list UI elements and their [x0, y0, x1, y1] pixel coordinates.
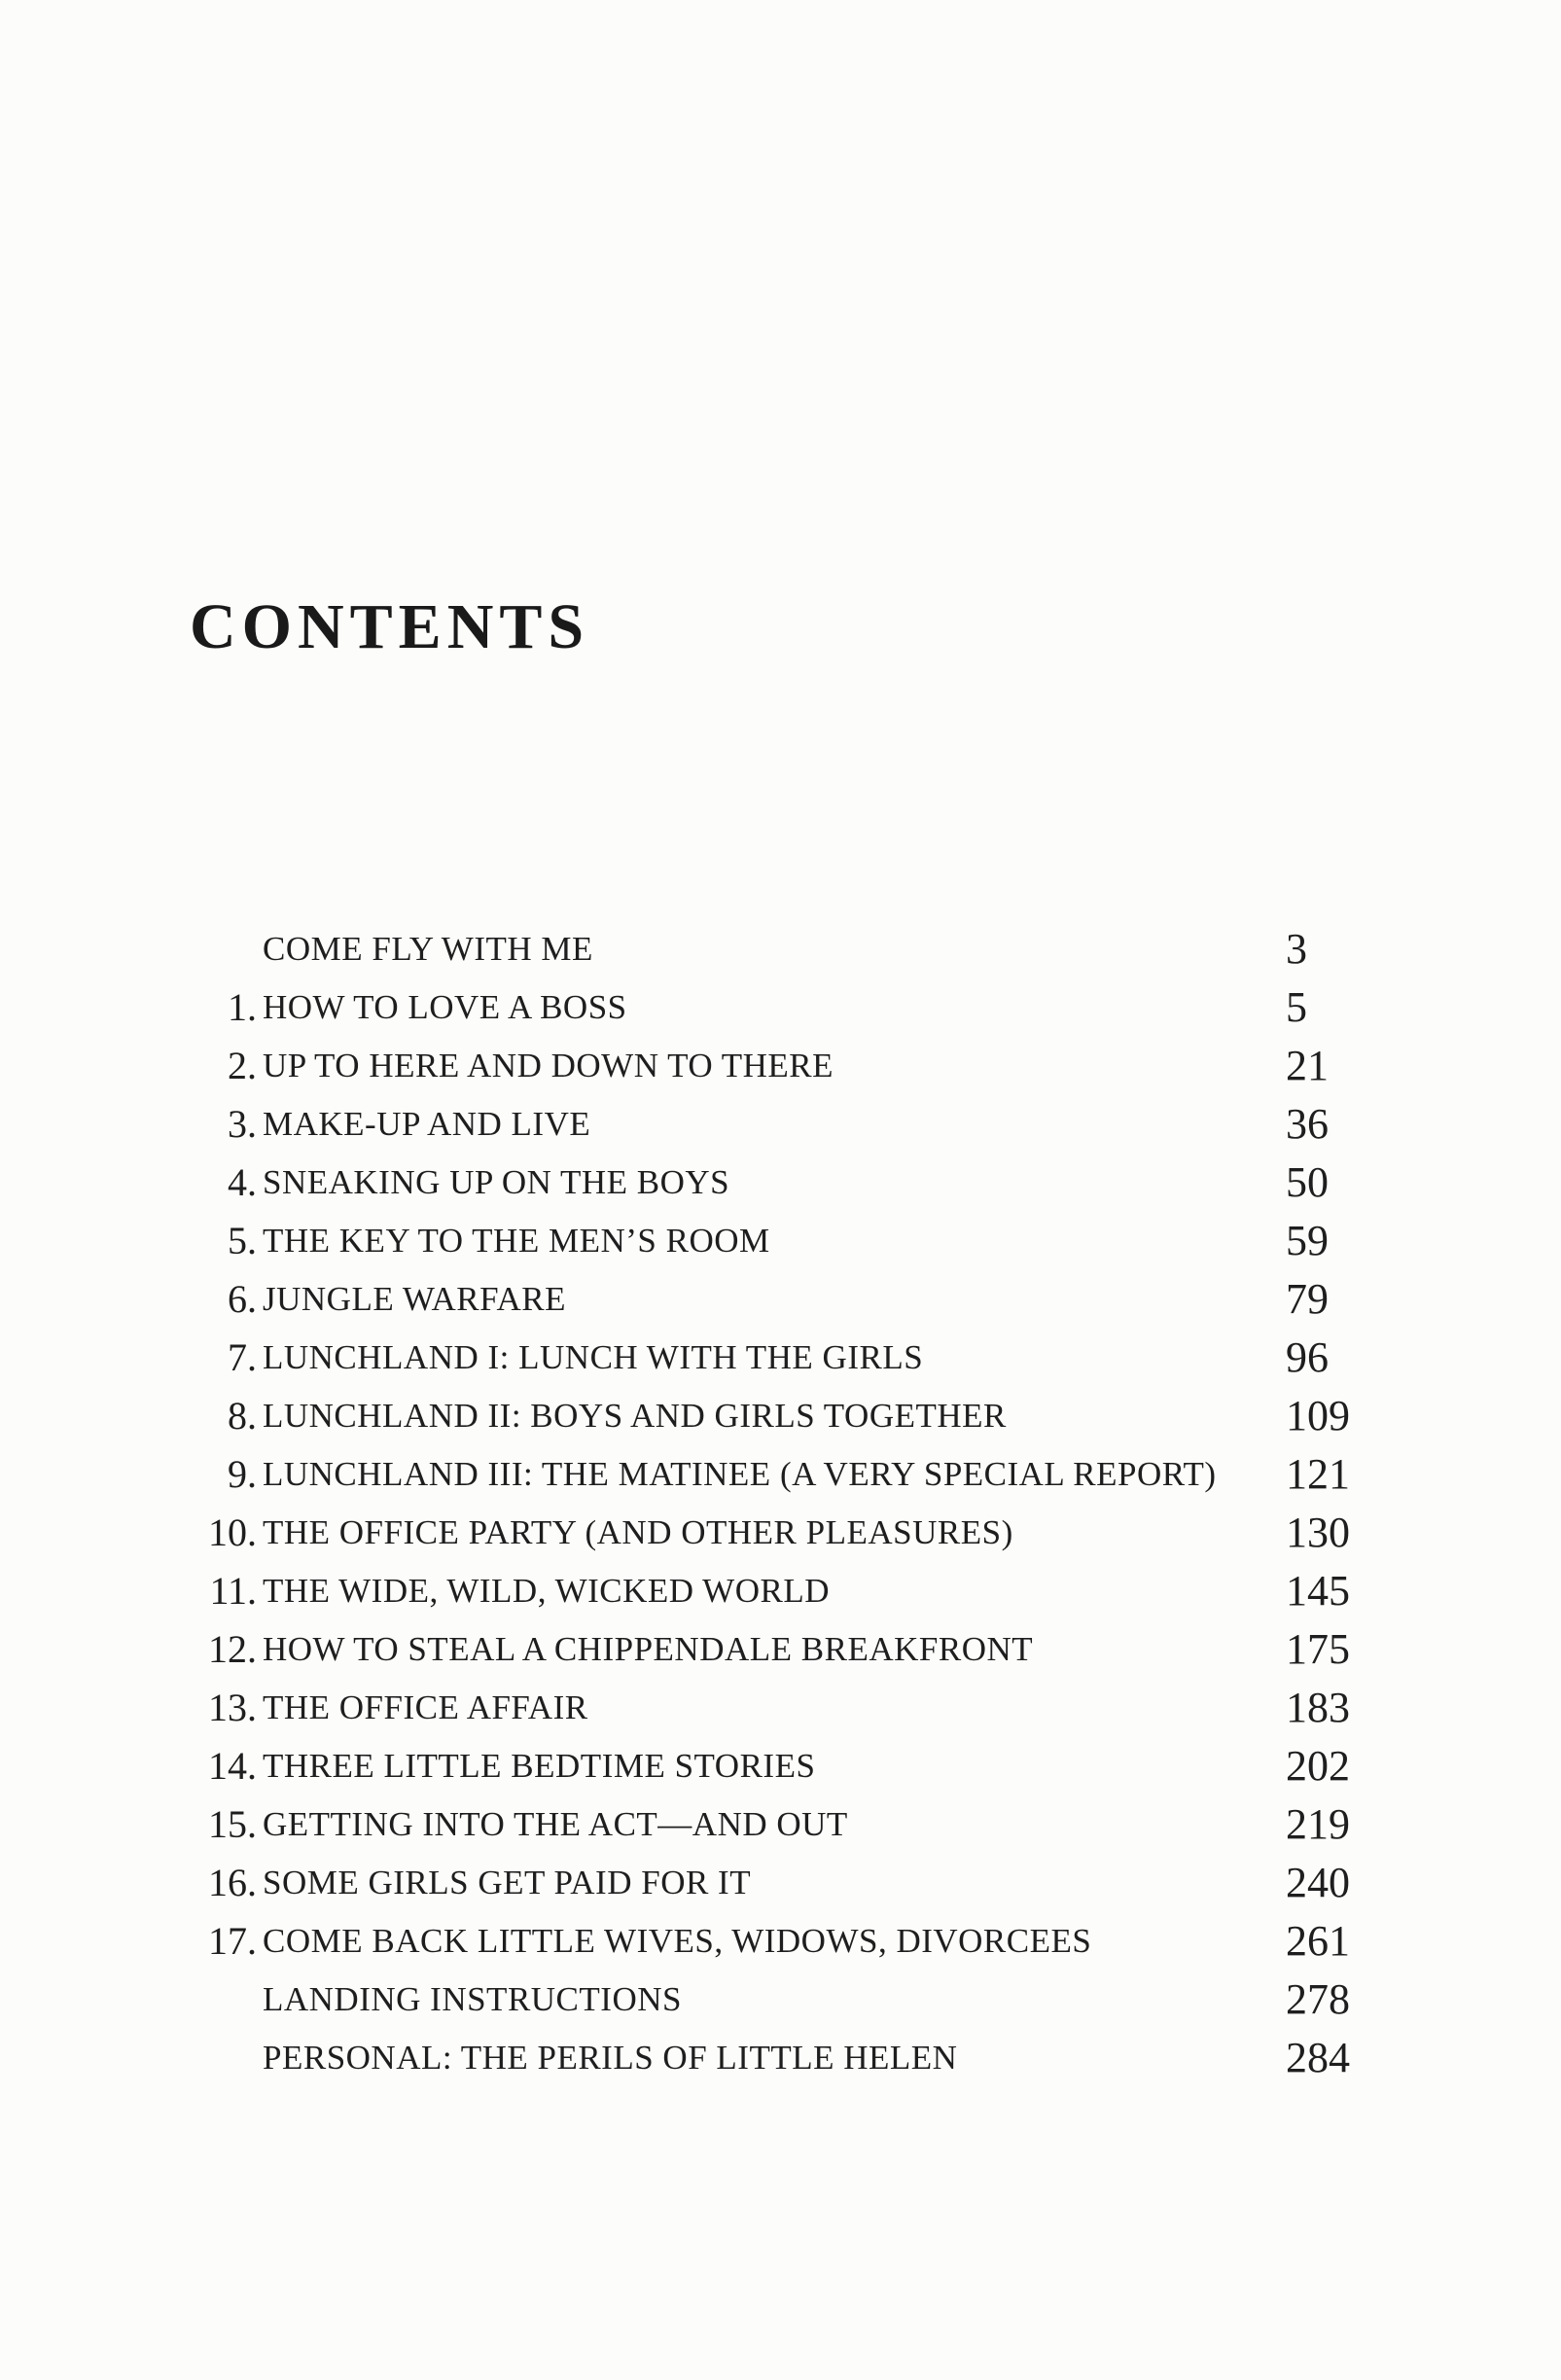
toc-entry	[175, 1679, 1401, 1737]
toc-entry	[175, 1737, 1401, 1795]
chapter-number: 15.	[208, 1802, 257, 1846]
page-number: 278	[1286, 1975, 1350, 2023]
toc-entry	[175, 978, 1401, 1037]
chapter-number: 12.	[208, 1627, 257, 1671]
chapter-title: LANDING INSTRUCTIONS	[263, 1980, 682, 2018]
page-number: 219	[1286, 1800, 1350, 1848]
page-number: 121	[1286, 1450, 1350, 1498]
toc-entry	[175, 1212, 1401, 1270]
chapter-number: 9.	[228, 1452, 257, 1496]
toc-entry	[175, 1270, 1401, 1329]
page-number: 59	[1286, 1217, 1329, 1264]
toc-entry	[175, 1620, 1401, 1679]
toc-entry	[175, 1854, 1401, 1912]
toc-entry	[175, 1504, 1401, 1562]
chapter-title: JUNGLE WARFARE	[263, 1280, 566, 1318]
chapter-title: MAKE-UP AND LIVE	[263, 1105, 591, 1143]
chapter-title: COME BACK LITTLE WIVES, WIDOWS, DIVORCEES	[263, 1922, 1092, 1960]
chapter-title: HOW TO LOVE A BOSS	[263, 988, 627, 1026]
chapter-number: 4.	[228, 1160, 257, 1204]
page-number: 183	[1286, 1684, 1350, 1731]
page-number: 36	[1286, 1100, 1329, 1148]
toc-entry	[175, 1329, 1401, 1387]
page-number: 261	[1286, 1917, 1350, 1965]
chapter-title: THE OFFICE AFFAIR	[263, 1688, 588, 1726]
toc-entry	[175, 1795, 1401, 1854]
chapter-number: 8.	[228, 1394, 257, 1438]
chapter-title: PERSONAL: THE PERILS OF LITTLE HELEN	[263, 2039, 958, 2077]
page-number: 240	[1286, 1859, 1350, 1906]
chapter-number: 3.	[228, 1102, 257, 1146]
toc-entry	[175, 1095, 1401, 1154]
chapter-number: 7.	[228, 1335, 257, 1379]
page-number: 21	[1286, 1042, 1329, 1089]
page-number: 130	[1286, 1509, 1350, 1556]
toc-entry	[175, 2029, 1401, 2087]
chapter-number: 1.	[228, 985, 257, 1029]
page-number: 109	[1286, 1392, 1350, 1439]
chapter-title: UP TO HERE AND DOWN TO THERE	[263, 1047, 834, 1084]
toc-entry	[175, 1562, 1401, 1620]
page-number: 5	[1286, 983, 1307, 1031]
chapter-title: THE KEY TO THE MEN’S ROOM	[263, 1222, 770, 1260]
chapter-title: COME FLY WITH ME	[263, 930, 593, 968]
chapter-title: GETTING INTO THE ACT—AND OUT	[263, 1805, 848, 1843]
contents-heading: CONTENTS	[190, 591, 590, 662]
chapter-title: SNEAKING UP ON THE BOYS	[263, 1163, 730, 1201]
chapter-title: THE WIDE, WILD, WICKED WORLD	[263, 1572, 830, 1610]
page-number: 96	[1286, 1333, 1329, 1381]
toc-entry	[175, 1154, 1401, 1212]
chapter-number: 11.	[209, 1569, 257, 1613]
chapter-number: 17.	[208, 1919, 257, 1963]
table-of-contents	[175, 920, 1401, 2087]
chapter-title: LUNCHLAND I: LUNCH WITH THE GIRLS	[263, 1338, 924, 1376]
chapter-number: 16.	[208, 1861, 257, 1904]
chapter-number: 10.	[208, 1510, 257, 1554]
chapter-title: THREE LITTLE BEDTIME STORIES	[263, 1747, 816, 1785]
toc-entry	[175, 920, 1401, 978]
chapter-title: LUNCHLAND III: THE MATINEE (A VERY SPECIAL REPORT)	[263, 1455, 1217, 1493]
toc-entry	[175, 1912, 1401, 1971]
chapter-number: 6.	[228, 1277, 257, 1321]
chapter-title: LUNCHLAND II: BOYS AND GIRLS TOGETHER	[263, 1397, 1007, 1435]
page-number: 284	[1286, 2034, 1350, 2081]
chapter-title: THE OFFICE PARTY (AND OTHER PLEASURES)	[263, 1513, 1013, 1551]
chapter-number: 5.	[228, 1219, 257, 1262]
toc-entry	[175, 1387, 1401, 1445]
toc-entry	[175, 1037, 1401, 1095]
toc-entry	[175, 1971, 1401, 2029]
chapter-title: HOW TO STEAL A CHIPPENDALE BREAKFRONT	[263, 1630, 1034, 1668]
page-number: 3	[1286, 925, 1307, 973]
page-number: 145	[1286, 1567, 1350, 1615]
chapter-number: 14.	[208, 1744, 257, 1788]
page-number: 79	[1286, 1275, 1329, 1323]
page-number: 202	[1286, 1742, 1350, 1790]
chapter-number: 2.	[228, 1044, 257, 1087]
chapter-title: SOME GIRLS GET PAID FOR IT	[263, 1864, 752, 1901]
chapter-number: 13.	[208, 1686, 257, 1729]
page-number: 175	[1286, 1625, 1350, 1673]
page-number: 50	[1286, 1158, 1329, 1206]
toc-entry	[175, 1445, 1401, 1504]
